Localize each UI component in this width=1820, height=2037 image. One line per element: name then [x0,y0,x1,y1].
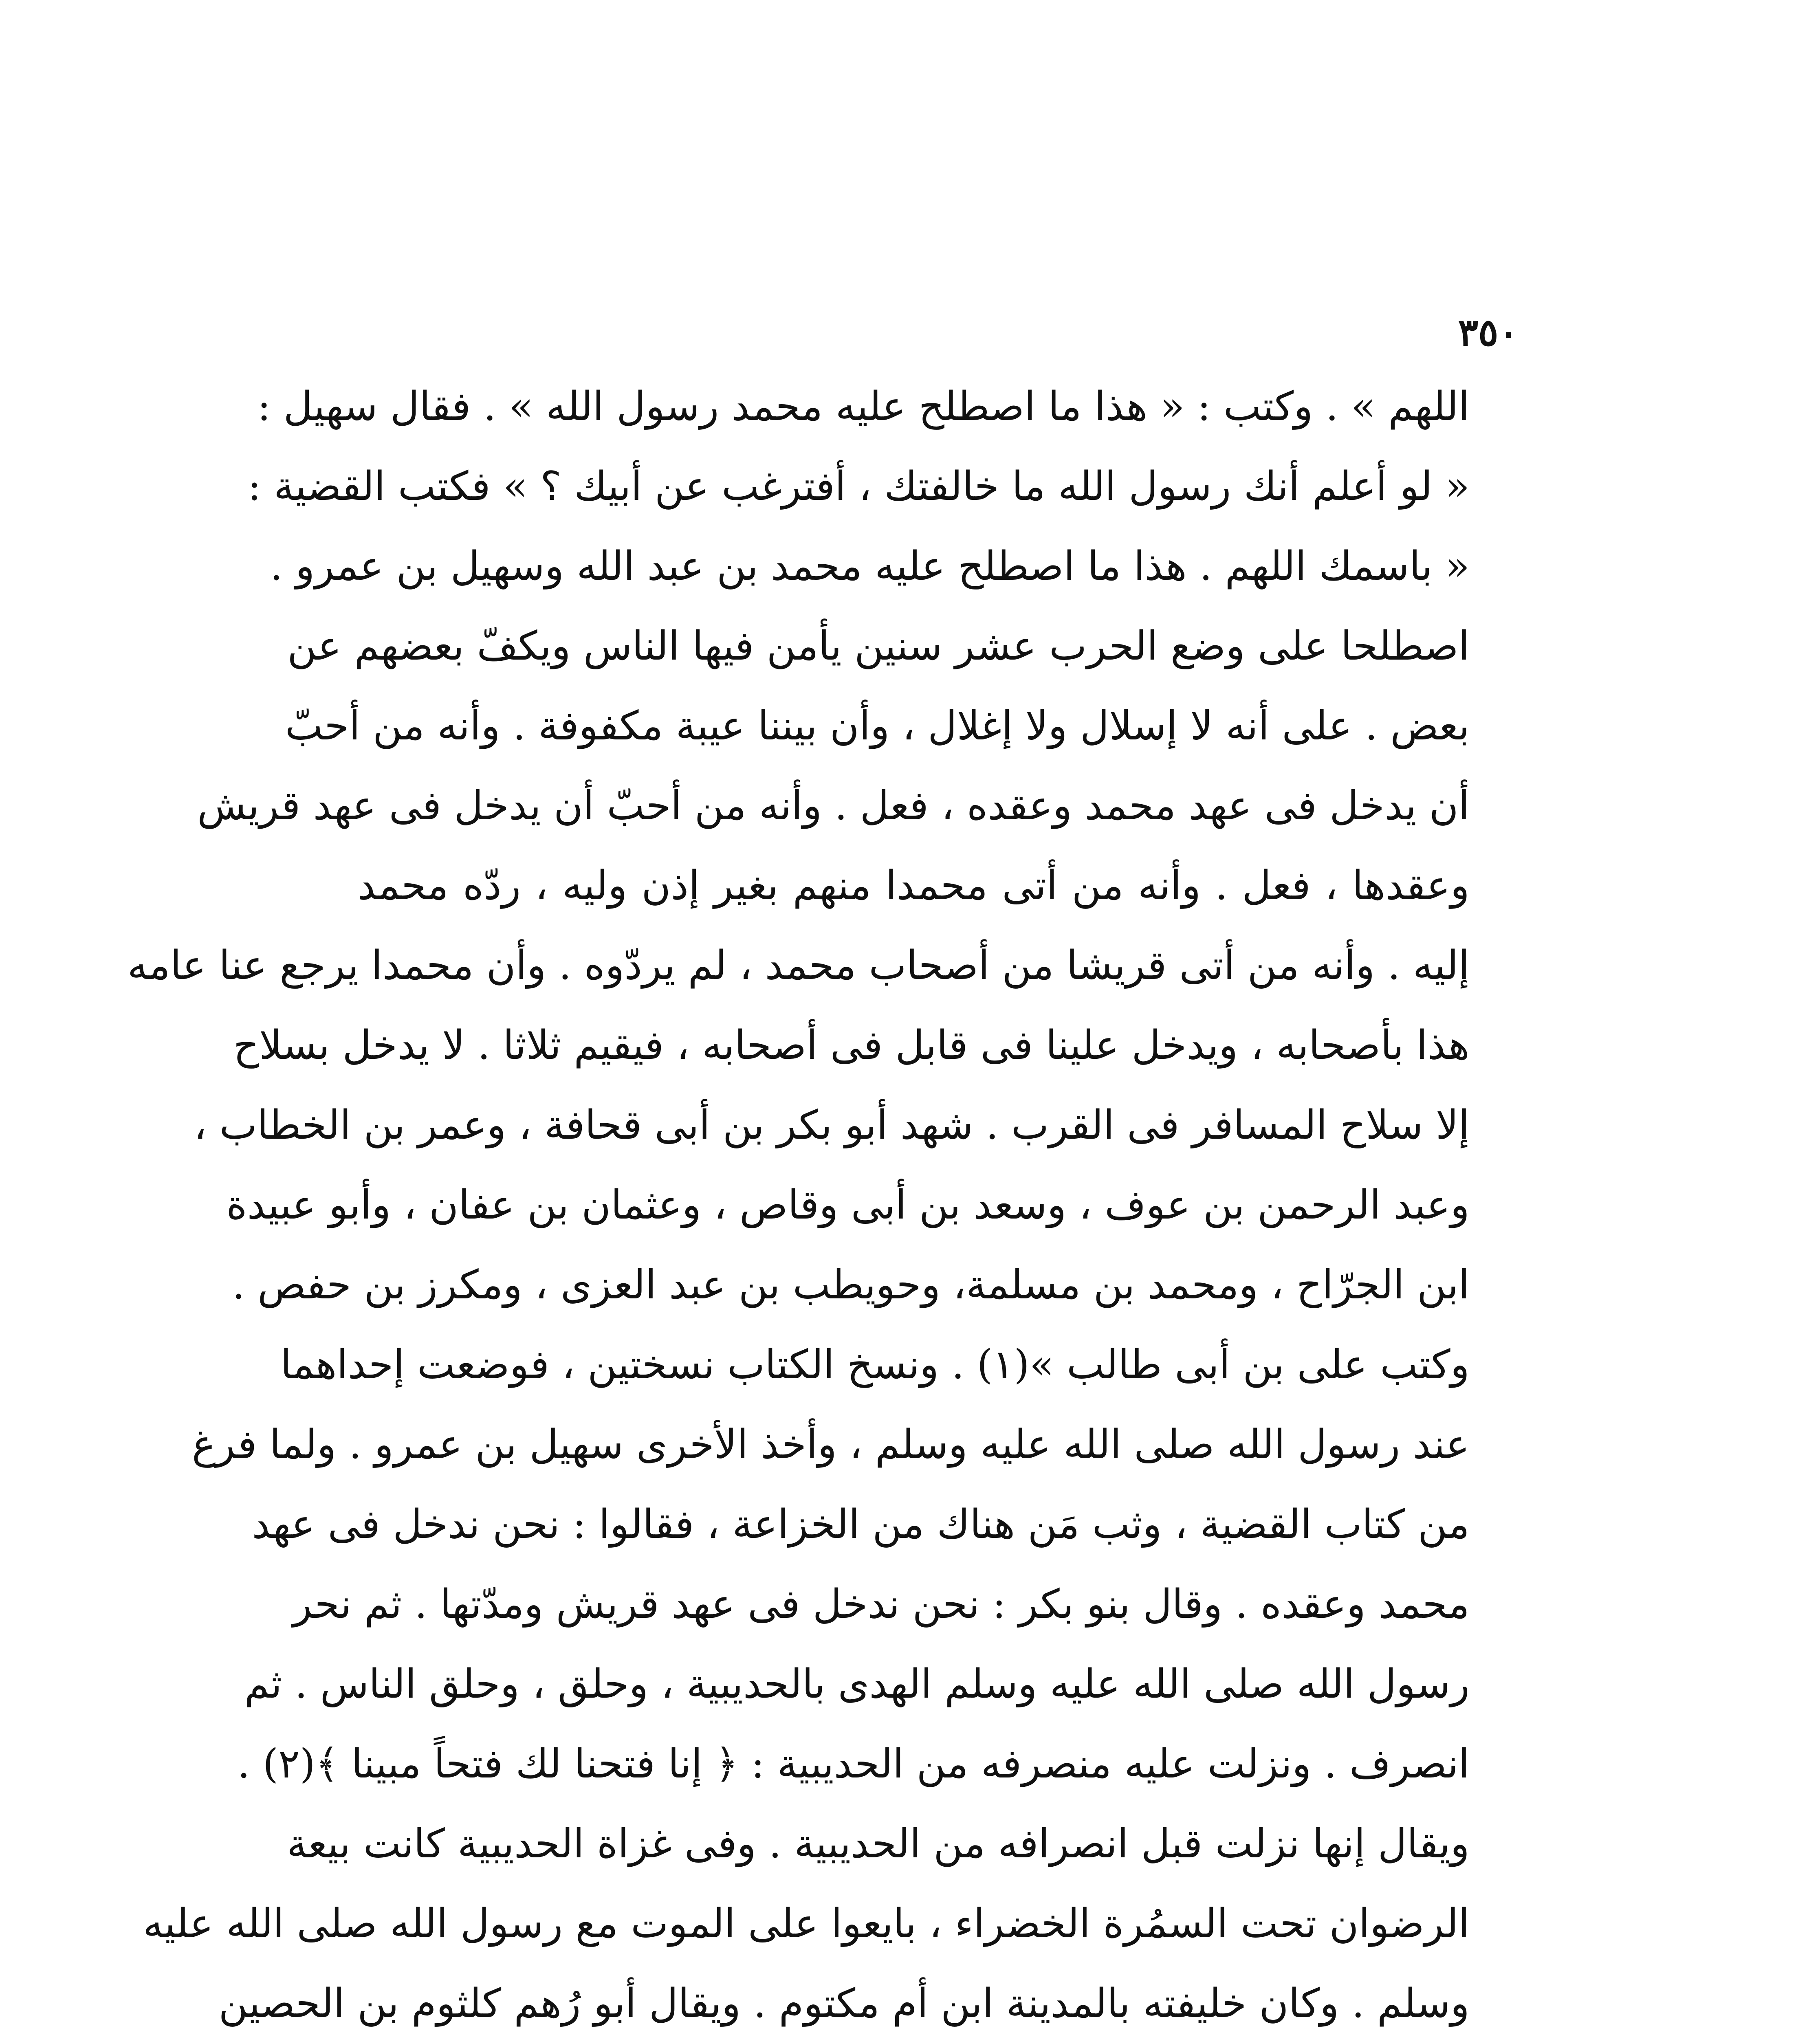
text-line: رسول الله صلى الله عليه وسلم الهدى بالحديبية ، وحلق ، وحلق الناس . ثم [244,1661,1470,1707]
text-line: هذا بأصحابه ، ويدخل علينا فى قابل فى أصحابه ، فيقيم ثلاثا . لا يدخل بسلاح [233,1022,1470,1069]
text-line: ابن الجرّاح ، ومحمد بن مسلمة، وحويطب بن عبد العزى ، ومكرز بن حفص . [232,1262,1470,1308]
body-text [127,367,1470,2037]
text-line: محمد وعقده . وقال بنو بكر : نحن ندخل فى عهد قريش ومدّتها . ثم نحر [293,1581,1470,1628]
text-line: إلا سلاح المسافر فى القرب . شهد أبو بكر بن أبى قحافة ، وعمر بن الخطاب ، [194,1102,1470,1148]
text-line: اصطلحا على وضع الحرب عشر سنين يأمن فيها الناس ويكفّ بعضهم عن [287,623,1470,669]
text-line: « باسمك اللهم . هذا ما اصطلح عليه محمد بن عبد الله وسهيل بن عمرو . [270,543,1470,590]
text-line: « لو أعلم أنك رسول الله ما خالفتك ، أفترغب عن أبيك ؟ » فكتب القضية : [247,463,1470,510]
text-line: أن يدخل فى عهد محمد وعقده ، فعل . وأنه من أحبّ أن يدخل فى عهد قريش [197,783,1470,829]
text-line: من كتاب القضية ، وثب مَن هناك من الخزاعة ، فقالوا : نحن ندخل فى عهد [252,1501,1470,1548]
text-line: وكتب على بن أبى طالب »(١) . ونسخ الكتاب نسختين ، فوضعت إحداهما [280,1342,1470,1388]
text-line: وسلم . وكان خليفته بالمدينة ابن أم مكتوم . ويقال أبو رُهم كلثوم بن الحصين [218,1980,1470,2027]
text-line: بعض . على أنه لا إسلال ولا إغلال ، وأن بيننا عيبة مكفوفة . وأنه من أحبّ [285,703,1470,749]
text-line: ويقال إنها نزلت قبل انصرافه من الحديبية . وفى غزاة الحديبية كانت بيعة [286,1821,1470,1867]
page-number: ٣٥٠ [1458,310,1519,354]
text-line: اللهم » . وكتب : « هذا ما اصطلح عليه محمد رسول الله » . فقال سهيل : [257,383,1470,430]
text-line: وعبد الرحمن بن عوف ، وسعد بن أبى وقاص ، وعثمان بن عفان ، وأبو عبيدة [226,1182,1470,1228]
text-line: وعقدها ، فعل . وأنه من أتى محمدا منهم بغير إذن وليه ، ردّه محمد [357,862,1470,909]
text-line: الرضوان تحت السمُرة الخضراء ، بايعوا على الموت مع رسول الله صلى الله عليه [143,1901,1470,1947]
text-line: عند رسول الله صلى الله عليه وسلم ، وأخذ الأخرى سهيل بن عمرو . ولما فرغ [191,1421,1470,1468]
text-line: إليه . وأنه من أتى قريشا من أصحاب محمد ، لم يردّوه . وأن محمدا يرجع عنا عامه [127,942,1470,989]
text-line: انصرف . ونزلت عليه منصرفه من الحديبية : ﴿ إنا فتحنا لك فتحاً مبينا ﴾(٢) . [237,1741,1470,1787]
